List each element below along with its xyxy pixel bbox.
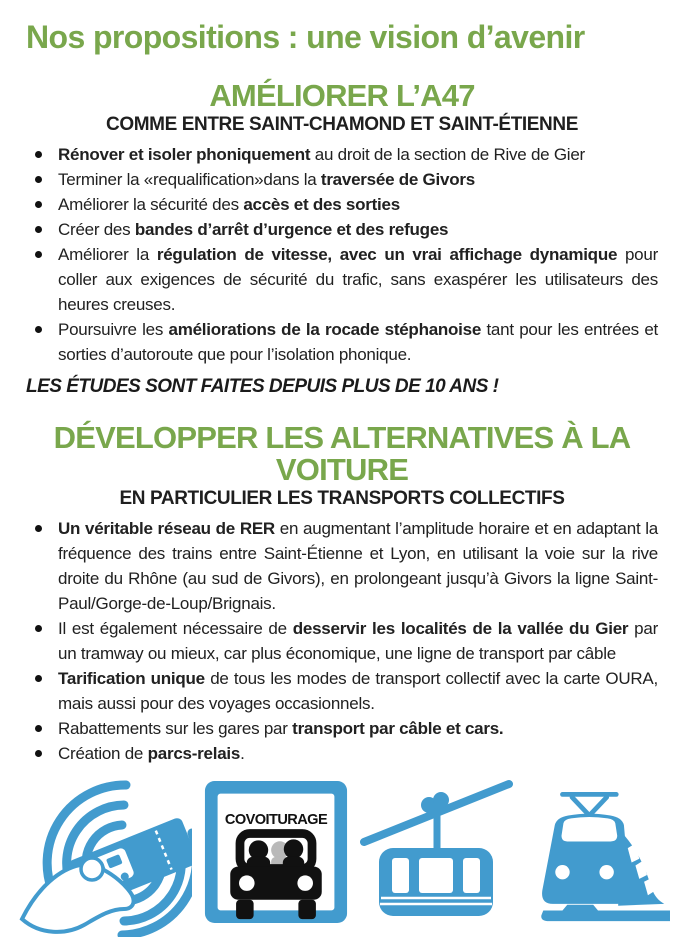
transport-icons-row — [0, 768, 684, 940]
bullet-item: Terminer la «requalification»dans la traversée de Givors — [26, 167, 658, 192]
section-subheading: EN PARTICULIER LES TRANSPORTS COLLECTIFS — [119, 488, 565, 510]
section-ameliorer-a47 — [26, 77, 658, 398]
bullet-item: Il est également nécessaire de desservir les localités de la vallée du Gier par un tramway ou mieux, car plus économique, une ligne de transport par câble — [26, 616, 658, 666]
bullet-list — [26, 142, 658, 367]
bullet-item: Création de parcs-relais. — [26, 741, 658, 766]
bullet-item: Un véritable réseau de RER en augmentant l’amplitude horaire et en adaptant la fréquence des trains entre Saint-Étienne et Lyon, en utilisant la voie sur la rive droite du Rhône (au sud de Givors), en prolongeant jusqu’à Givors la ligne Saint-Paul/Gorge-de-Loup/Brignais. — [26, 516, 658, 616]
bullet-item: Rabattements sur les gares par transport par câble et cars. — [26, 716, 658, 741]
bullet-item: Améliorer la sécurité des accès et des sorties — [26, 192, 658, 217]
bullet-item: Créer des bandes d’arrêt d’urgence et des refuges — [26, 217, 658, 242]
bullet-item: Poursuivre les améliorations de la rocade stéphanoise tant pour les entrées et sorties d’autoroute que pour l’isolation phonique. — [26, 317, 658, 367]
page-title: Nos propositions : une vision d’avenir — [26, 19, 585, 55]
cable-car-icon — [359, 772, 515, 937]
bullet-list — [26, 516, 658, 766]
section-heading: AMÉLIORER L’A47 — [209, 77, 475, 113]
contactless-ticket-icon — [14, 767, 192, 942]
section-alternatives-voiture — [26, 419, 659, 767]
bullet-item: Améliorer la régulation de vitesse, avec un vrai affichage dynamique pour coller aux exigences de sécurité du trafic, sans exaspérer les utilisateurs des heures creuses. — [26, 242, 658, 317]
bullet-item: Rénover et isoler phoniquement au droit de la section de Rive de Gier — [26, 142, 658, 167]
carpool-sign-icon — [203, 777, 349, 932]
bullet-item: Tarification unique de tous les modes de transport collectif avec la carte OURA, mais aussi pour des voyages occasionnels. — [26, 666, 658, 716]
carpool-sign-label: COVOITURAGE — [224, 811, 327, 828]
section-subheading: COMME ENTRE SAINT-CHAMOND ET SAINT-ÉTIENNE — [106, 113, 578, 135]
train-icon — [526, 772, 670, 937]
studies-note: LES ÉTUDES SONT FAITES DEPUIS PLUS DE 10 ANS ! — [26, 375, 499, 397]
section-heading: DÉVELOPPER LES ALTERNATIVES À LA VOITURE — [53, 419, 631, 488]
